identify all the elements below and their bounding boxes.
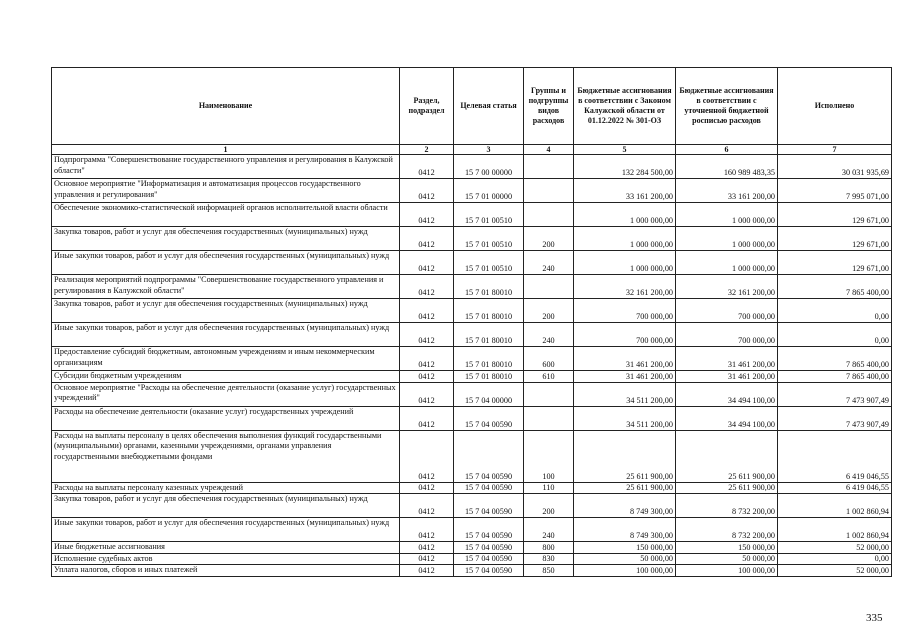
- row-law-cell: 25 611 900,00: [574, 430, 676, 482]
- row-revised-cell: 700 000,00: [676, 299, 778, 323]
- row-revised-cell: 100 000,00: [676, 565, 778, 577]
- row-target-cell: 15 7 04 00590: [454, 430, 524, 482]
- header-name: Наименование: [52, 68, 400, 145]
- row-section-cell: 0412: [400, 553, 454, 565]
- row-name-cell: Исполнение судебных актов: [52, 553, 400, 565]
- row-law-cell: 1 000 000,00: [574, 251, 676, 275]
- row-name-cell: Обеспечение экономико-статистической информацией органов исполнительной власти области: [52, 203, 400, 227]
- row-revised-cell: 32 161 200,00: [676, 275, 778, 299]
- row-target-cell: 15 7 04 00590: [454, 406, 524, 430]
- row-target-cell: 15 7 04 00590: [454, 553, 524, 565]
- row-law-cell: 34 511 200,00: [574, 406, 676, 430]
- row-revised-cell: 34 494 100,00: [676, 406, 778, 430]
- row-group-cell: [524, 275, 574, 299]
- row-executed-cell: 7 865 400,00: [778, 347, 892, 371]
- row-law-cell: 8 749 300,00: [574, 518, 676, 542]
- table-row: [52, 179, 892, 203]
- table-row: [52, 494, 892, 518]
- table-row: [52, 382, 892, 406]
- row-executed-cell: 7 865 400,00: [778, 371, 892, 383]
- row-section-cell: 0412: [400, 251, 454, 275]
- row-target-cell: 15 7 04 00590: [454, 565, 524, 577]
- row-target-cell: 15 7 01 80010: [454, 371, 524, 383]
- table-row: [52, 565, 892, 577]
- row-law-cell: 8 749 300,00: [574, 494, 676, 518]
- row-executed-cell: 30 031 935,69: [778, 155, 892, 179]
- column-number: 3: [454, 145, 524, 155]
- row-executed-cell: 7 473 907,49: [778, 382, 892, 406]
- row-group-cell: 600: [524, 347, 574, 371]
- row-group-cell: 200: [524, 494, 574, 518]
- row-target-cell: 15 7 04 00590: [454, 518, 524, 542]
- row-group-cell: 200: [524, 299, 574, 323]
- row-executed-cell: 52 000,00: [778, 542, 892, 554]
- row-section-cell: 0412: [400, 494, 454, 518]
- row-law-cell: 150 000,00: [574, 542, 676, 554]
- row-revised-cell: 8 732 200,00: [676, 494, 778, 518]
- row-revised-cell: 25 611 900,00: [676, 430, 778, 482]
- table-row: [52, 323, 892, 347]
- row-revised-cell: 33 161 200,00: [676, 179, 778, 203]
- row-group-cell: 100: [524, 430, 574, 482]
- row-name-cell: Закупка товаров, работ и услуг для обеспечения государственных (муниципальных) нужд: [52, 227, 400, 251]
- row-group-cell: 800: [524, 542, 574, 554]
- table-row: [52, 482, 892, 494]
- row-name-cell: Реализация мероприятий подпрограммы "Совершенствование государственного управления и регулирования в Калужской области": [52, 275, 400, 299]
- row-revised-cell: 31 461 200,00: [676, 347, 778, 371]
- row-section-cell: 0412: [400, 565, 454, 577]
- row-group-cell: 610: [524, 371, 574, 383]
- table-row: [52, 251, 892, 275]
- row-target-cell: 15 7 01 80010: [454, 299, 524, 323]
- row-name-cell: Уплата налогов, сборов и иных платежей: [52, 565, 400, 577]
- table-row: [52, 371, 892, 383]
- page-number: 335: [866, 612, 883, 624]
- row-name-cell: Закупка товаров, работ и услуг для обеспечения государственных (муниципальных) нужд: [52, 494, 400, 518]
- row-section-cell: 0412: [400, 382, 454, 406]
- row-target-cell: 15 7 01 00000: [454, 179, 524, 203]
- row-revised-cell: 1 000 000,00: [676, 203, 778, 227]
- table-row: [52, 518, 892, 542]
- row-revised-cell: 34 494 100,00: [676, 382, 778, 406]
- header-law: Бюджетные ассигнования в соответствии с Законом Калужской области от 01.12.2022 № 301-ОЗ: [574, 68, 676, 145]
- row-law-cell: 25 611 900,00: [574, 482, 676, 494]
- row-name-cell: Иные бюджетные ассигнования: [52, 542, 400, 554]
- row-executed-cell: 129 671,00: [778, 203, 892, 227]
- row-revised-cell: 160 989 483,35: [676, 155, 778, 179]
- row-section-cell: 0412: [400, 155, 454, 179]
- row-executed-cell: 7 995 071,00: [778, 179, 892, 203]
- table-row: [52, 203, 892, 227]
- row-revised-cell: 700 000,00: [676, 323, 778, 347]
- row-target-cell: 15 7 01 00510: [454, 251, 524, 275]
- column-number: 6: [676, 145, 778, 155]
- row-law-cell: 31 461 200,00: [574, 347, 676, 371]
- table-row: [52, 553, 892, 565]
- row-executed-cell: 0,00: [778, 299, 892, 323]
- row-section-cell: 0412: [400, 347, 454, 371]
- row-executed-cell: 1 002 860,94: [778, 494, 892, 518]
- row-law-cell: 34 511 200,00: [574, 382, 676, 406]
- row-target-cell: 15 7 04 00590: [454, 482, 524, 494]
- row-executed-cell: 52 000,00: [778, 565, 892, 577]
- row-name-cell: Иные закупки товаров, работ и услуг для обеспечения государственных (муниципальных) нужд: [52, 518, 400, 542]
- row-section-cell: 0412: [400, 430, 454, 482]
- row-revised-cell: 50 000,00: [676, 553, 778, 565]
- row-section-cell: 0412: [400, 323, 454, 347]
- row-revised-cell: 31 461 200,00: [676, 371, 778, 383]
- row-executed-cell: 7 865 400,00: [778, 275, 892, 299]
- row-target-cell: 15 7 01 80010: [454, 275, 524, 299]
- row-name-cell: Основное мероприятие "Информатизация и автоматизация процессов государственного управления и регулирования": [52, 179, 400, 203]
- row-law-cell: 31 461 200,00: [574, 371, 676, 383]
- row-group-cell: [524, 179, 574, 203]
- row-group-cell: [524, 382, 574, 406]
- row-group-cell: [524, 406, 574, 430]
- row-executed-cell: 0,00: [778, 553, 892, 565]
- row-revised-cell: 25 611 900,00: [676, 482, 778, 494]
- row-name-cell: Закупка товаров, работ и услуг для обеспечения государственных (муниципальных) нужд: [52, 299, 400, 323]
- row-section-cell: 0412: [400, 275, 454, 299]
- row-section-cell: 0412: [400, 299, 454, 323]
- row-name-cell: Иные закупки товаров, работ и услуг для обеспечения государственных (муниципальных) нужд: [52, 323, 400, 347]
- row-group-cell: 240: [524, 251, 574, 275]
- row-law-cell: 1 000 000,00: [574, 227, 676, 251]
- header-groups: Группы и подгруппы видов расходов: [524, 68, 574, 145]
- row-group-cell: 200: [524, 227, 574, 251]
- table-row: [52, 299, 892, 323]
- row-group-cell: [524, 203, 574, 227]
- table-row: [52, 542, 892, 554]
- column-number: 4: [524, 145, 574, 155]
- row-target-cell: 15 7 01 80010: [454, 323, 524, 347]
- row-name-cell: Расходы на обеспечение деятельности (оказание услуг) государственных учреждений: [52, 406, 400, 430]
- row-group-cell: [524, 155, 574, 179]
- row-name-cell: Расходы на выплаты персоналу казенных учреждений: [52, 482, 400, 494]
- column-number: 5: [574, 145, 676, 155]
- row-law-cell: 700 000,00: [574, 299, 676, 323]
- row-executed-cell: 0,00: [778, 323, 892, 347]
- table-row: [52, 406, 892, 430]
- column-number: 2: [400, 145, 454, 155]
- row-name-cell: Подпрограмма "Совершенствование государственного управления и регулирования в Калужской области": [52, 155, 400, 179]
- row-revised-cell: 150 000,00: [676, 542, 778, 554]
- row-target-cell: 15 7 00 00000: [454, 155, 524, 179]
- table-row: [52, 430, 892, 482]
- row-section-cell: 0412: [400, 179, 454, 203]
- row-law-cell: 32 161 200,00: [574, 275, 676, 299]
- row-executed-cell: 6 419 046,55: [778, 430, 892, 482]
- row-section-cell: 0412: [400, 227, 454, 251]
- table-row: [52, 155, 892, 179]
- row-law-cell: 33 161 200,00: [574, 179, 676, 203]
- row-law-cell: 1 000 000,00: [574, 203, 676, 227]
- row-executed-cell: 1 002 860,94: [778, 518, 892, 542]
- header-revised: Бюджетные ассигнования в соответствии с уточненной бюджетной росписью расходов: [676, 68, 778, 145]
- row-executed-cell: 7 473 907,49: [778, 406, 892, 430]
- header-section: Раздел, подраздел: [400, 68, 454, 145]
- column-number: 7: [778, 145, 892, 155]
- row-name-cell: Субсидии бюджетным учреждениям: [52, 371, 400, 383]
- row-name-cell: Основное мероприятие "Расходы на обеспечение деятельности (оказание услуг) государственных учреждений": [52, 382, 400, 406]
- row-target-cell: 15 7 04 00590: [454, 494, 524, 518]
- row-group-cell: 240: [524, 518, 574, 542]
- column-number-row: [52, 145, 892, 155]
- row-target-cell: 15 7 01 80010: [454, 347, 524, 371]
- header-target: Целевая статья: [454, 68, 524, 145]
- row-group-cell: 850: [524, 565, 574, 577]
- row-revised-cell: 8 732 200,00: [676, 518, 778, 542]
- row-name-cell: Расходы на выплаты персоналу в целях обеспечения выполнения функций государственными (муниципальными) органами, казенными учреждениями, органами управления государственными внебюджетными фондами: [52, 430, 400, 482]
- budget-execution-table: [51, 67, 892, 577]
- row-target-cell: 15 7 01 00510: [454, 203, 524, 227]
- row-executed-cell: 6 419 046,55: [778, 482, 892, 494]
- row-section-cell: 0412: [400, 482, 454, 494]
- row-revised-cell: 1 000 000,00: [676, 251, 778, 275]
- row-group-cell: 830: [524, 553, 574, 565]
- row-group-cell: 110: [524, 482, 574, 494]
- table-body: [52, 155, 892, 577]
- row-target-cell: 15 7 04 00000: [454, 382, 524, 406]
- row-executed-cell: 129 671,00: [778, 227, 892, 251]
- header-row: [52, 68, 892, 145]
- table-row: [52, 347, 892, 371]
- row-law-cell: 132 284 500,00: [574, 155, 676, 179]
- row-section-cell: 0412: [400, 542, 454, 554]
- table-row: [52, 275, 892, 299]
- row-section-cell: 0412: [400, 518, 454, 542]
- row-target-cell: 15 7 01 00510: [454, 227, 524, 251]
- row-section-cell: 0412: [400, 203, 454, 227]
- row-law-cell: 100 000,00: [574, 565, 676, 577]
- column-number: 1: [52, 145, 400, 155]
- row-revised-cell: 1 000 000,00: [676, 227, 778, 251]
- row-section-cell: 0412: [400, 371, 454, 383]
- row-name-cell: Предоставление субсидий бюджетным, автономным учреждениям и иным некоммерческим организациям: [52, 347, 400, 371]
- row-group-cell: 240: [524, 323, 574, 347]
- row-name-cell: Иные закупки товаров, работ и услуг для обеспечения государственных (муниципальных) нужд: [52, 251, 400, 275]
- row-executed-cell: 129 671,00: [778, 251, 892, 275]
- row-law-cell: 700 000,00: [574, 323, 676, 347]
- row-law-cell: 50 000,00: [574, 553, 676, 565]
- row-section-cell: 0412: [400, 406, 454, 430]
- header-executed: Исполнено: [778, 68, 892, 145]
- table-row: [52, 227, 892, 251]
- row-target-cell: 15 7 04 00590: [454, 542, 524, 554]
